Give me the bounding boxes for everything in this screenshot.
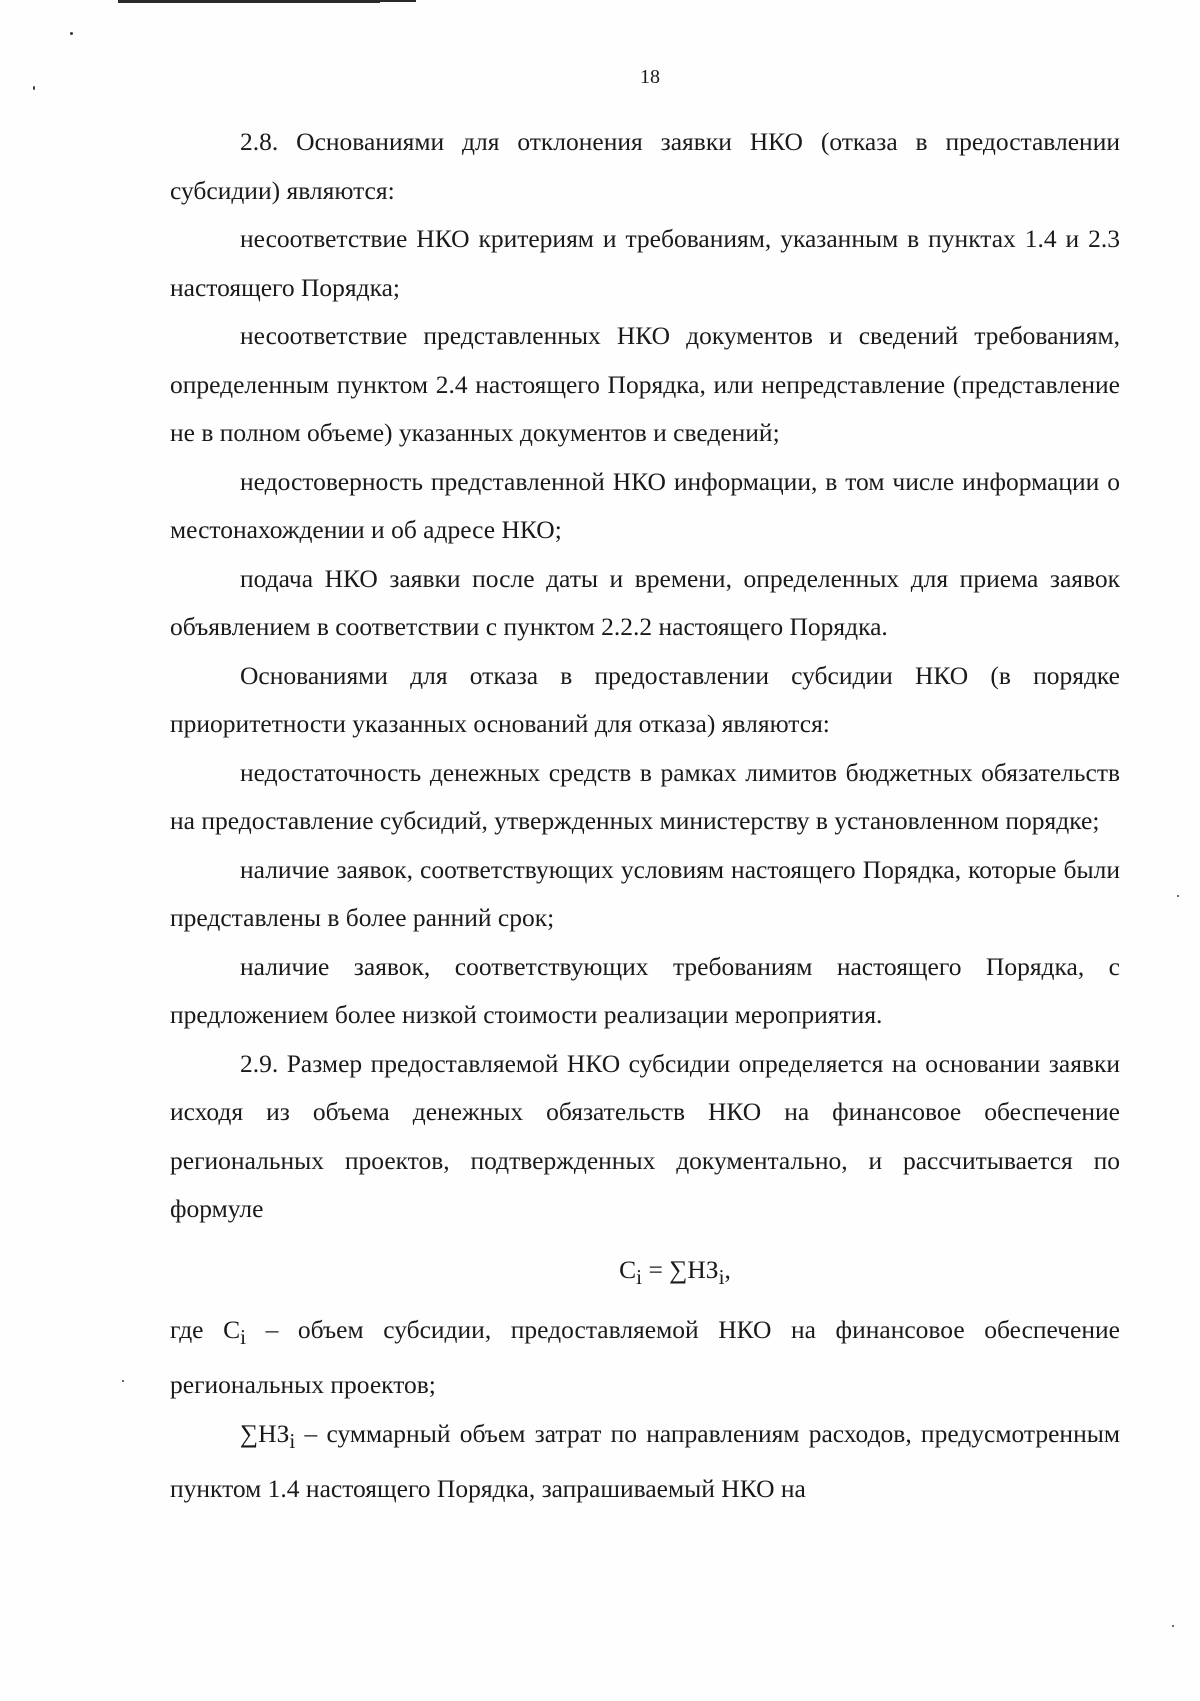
definition-sum-nz-prefix: ∑НЗ <box>240 1418 290 1448</box>
scan-speck <box>70 32 73 35</box>
paragraph-refusal-grounds: Основаниями для отказа в предоставлении субсидии НКО (в порядке приоритетности указанных оснований для отказа) являются: <box>170 660 1120 738</box>
paragraph-documents-mismatch: несоответствие представленных НКО документов и сведений требованиям, определенным пунктом 2.4 настоящего Порядка, или непредставление (представление не в полном объеме) указанных документов и сведений; <box>170 321 1120 447</box>
scan-speck <box>122 1380 124 1382</box>
paragraph-2-8: 2.8. Основаниями для отклонения заявки НКО (отказа в предоставлении субсидии) являются: <box>170 127 1120 205</box>
formula-lhs-subscript: i <box>636 1264 643 1289</box>
paragraph-2-9: 2.9. Размер предоставляемой НКО субсидии определяется на основании заявки исходя из объема денежных обязательств НКО на финансовое обеспечение региональных проектов, подтвержденных документально, и рассчитывается по формуле <box>170 1048 1120 1223</box>
scan-speck <box>33 86 35 90</box>
paragraph-late-submission: подача НКО заявки после даты и времени, определенных для приема заявок объявлением в соответствии с пунктом 2.2.2 настоящего Порядка. <box>170 563 1120 641</box>
formula-lhs: C <box>619 1254 637 1284</box>
definition-ci-prefix: где C <box>170 1314 241 1344</box>
formula-operator: = ∑НЗ <box>642 1254 719 1284</box>
paragraph-unreliable-info: недостоверность представленной НКО информации, в том числе информации о местонахождении и об адресе НКО; <box>170 466 1120 544</box>
paragraph-insufficient-funds: недостаточность денежных средств в рамках лимитов бюджетных обязательств на предоставление субсидий, утвержденных министерству в установленном порядке; <box>170 757 1120 835</box>
scan-speck <box>1172 1625 1174 1627</box>
top-edge-line-short <box>376 0 416 2</box>
subsidy-formula <box>170 1234 1120 1306</box>
paragraph-criteria-mismatch: несоответствие НКО критериям и требованиям, указанным в пунктах 1.4 и 2.3 настоящего Порядка; <box>170 224 1120 302</box>
paragraph-lower-cost: наличие заявок, соответствующих требованиям настоящего Порядка, с предложением более низкой стоимости реализации мероприятия. <box>170 951 1120 1029</box>
top-edge-line <box>118 0 380 3</box>
formula-tail: , <box>724 1254 731 1284</box>
scan-speck <box>1177 895 1179 897</box>
definition-ci-text: – объем субсидии, предоставляемой НКО на финансовое обеспечение региональных проектов; <box>170 1314 1120 1400</box>
definition-sum-nz <box>170 1410 1120 1514</box>
paragraph-earlier-applications: наличие заявок, соответствующих условиям настоящего Порядка, которые были представлены в более ранний срок; <box>170 854 1120 932</box>
formula-rhs-subscript: i <box>718 1264 725 1289</box>
definition-sum-nz-subscript: i <box>289 1428 296 1453</box>
definition-ci <box>170 1306 1120 1410</box>
page-number: 18 <box>640 66 660 88</box>
definition-ci-subscript: i <box>240 1324 246 1349</box>
definition-sum-nz-text: – суммарный объем затрат по направлениям расходов, предусмотренным пунктом 1.4 настоящего Порядка, запрашиваемый НКО на <box>170 1418 1120 1504</box>
document-body <box>170 118 1120 1514</box>
